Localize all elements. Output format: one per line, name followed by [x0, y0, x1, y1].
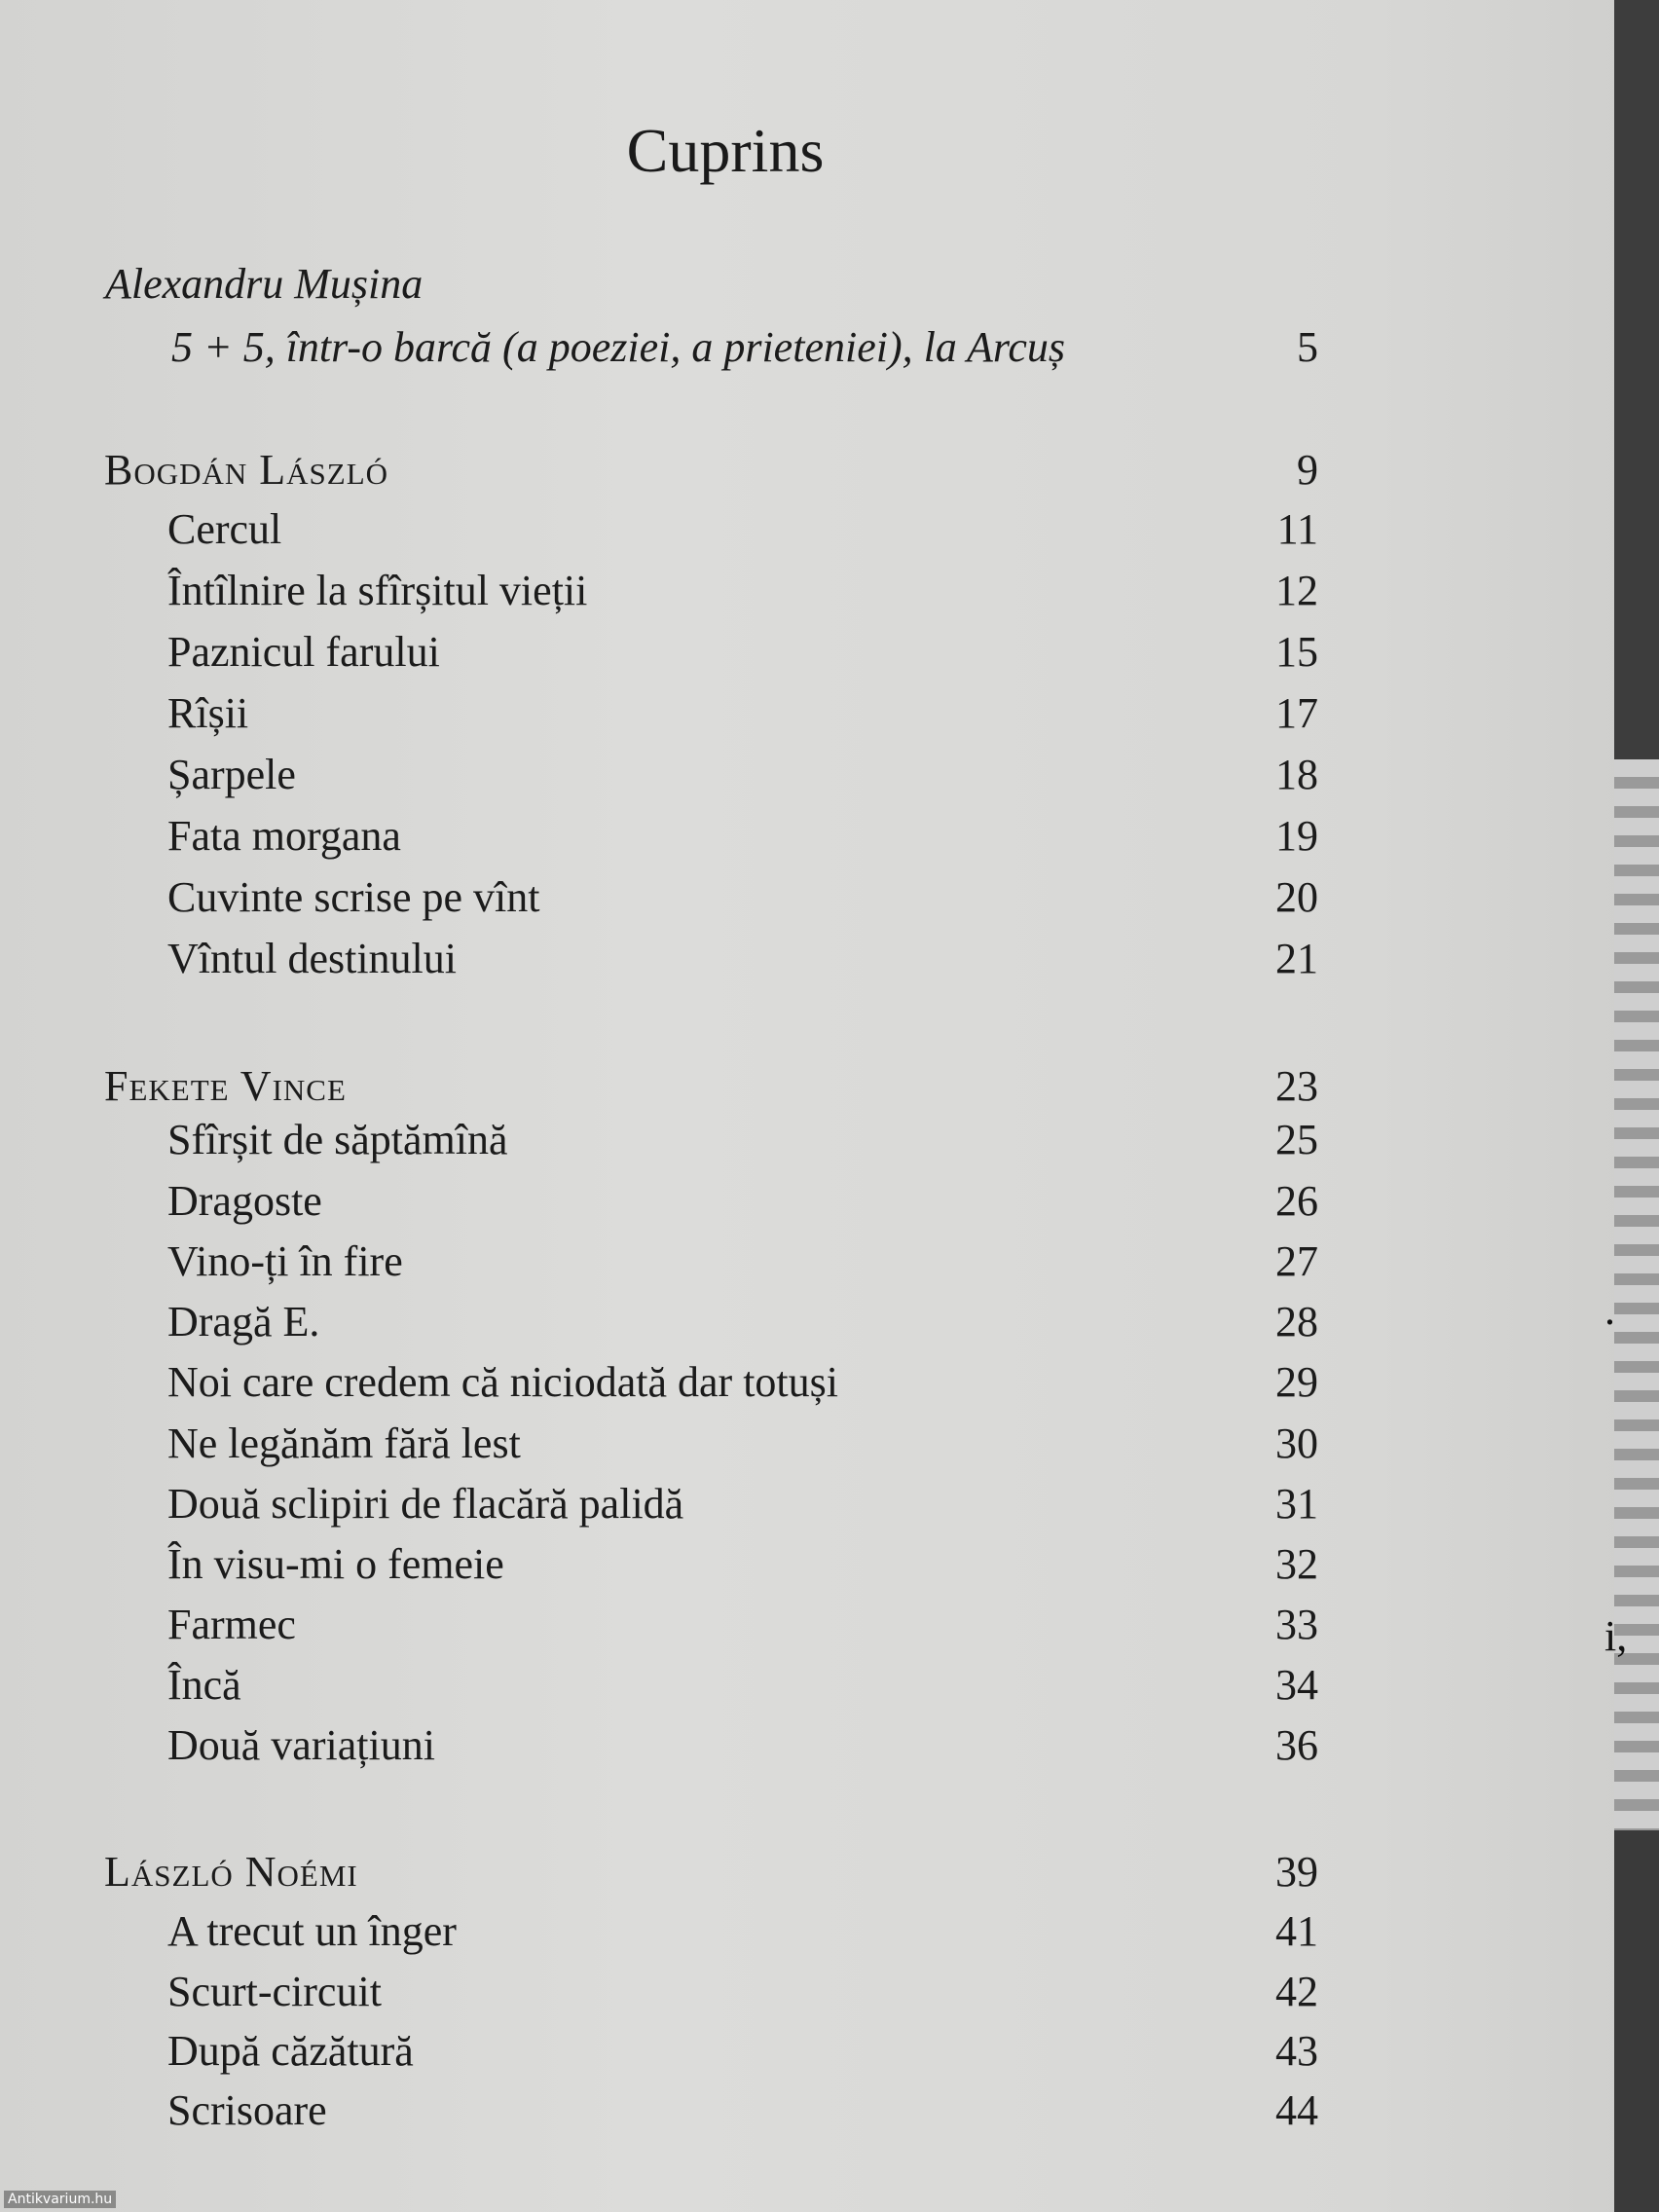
entry-page: 26 [1275, 1177, 1318, 1225]
entry-page: 36 [1275, 1721, 1318, 1769]
entry-page: 34 [1275, 1661, 1318, 1709]
entry-title: Scurt-circuit [167, 1968, 382, 2015]
entry-page: 15 [1275, 628, 1318, 676]
entry-page: 19 [1275, 812, 1318, 860]
entry-title: Ne legănăm fără lest [167, 1419, 521, 1467]
entry-title: Încă [167, 1661, 241, 1709]
entry-page: 31 [1275, 1480, 1318, 1528]
toc-entry [0, 1660, 1621, 1718]
entry-page: 43 [1275, 2027, 1318, 2075]
author-name: Fekete Vince [104, 1062, 347, 1110]
toc-entry [0, 688, 1621, 747]
entry-title: Întîlnire la sfîrșitul vieții [167, 567, 588, 614]
entry-title: Vino-ți în fire [167, 1237, 403, 1285]
toc-entry [0, 1176, 1621, 1235]
toc-entry [0, 750, 1621, 808]
entry-page: 41 [1275, 1907, 1318, 1955]
entry-title: Scrisoare [167, 2086, 327, 2134]
entry-title: Farmec [167, 1601, 296, 1648]
entry-title: 5 + 5, într-o barcă (a poeziei, a prieteniei), la Arcuș [171, 323, 1066, 371]
toc-entry [0, 1115, 1621, 1173]
author-name: Alexandru Mușina [105, 260, 424, 308]
entry-title: Sfîrșit de săptămînă [167, 1116, 508, 1163]
entry-title: Dragoste [167, 1177, 322, 1225]
toc-entry [0, 1906, 1621, 1965]
author-page: 23 [1275, 1062, 1318, 1110]
entry-title: Șarpele [167, 751, 296, 798]
entry-page: 28 [1275, 1298, 1318, 1346]
entry-page: 12 [1275, 567, 1318, 614]
entry-title: În visu-mi o femeie [167, 1540, 504, 1588]
entry-page: 27 [1275, 1237, 1318, 1285]
toc-author [0, 259, 1621, 317]
toc-entry [0, 322, 1621, 381]
entry-page: 17 [1275, 689, 1318, 737]
entry-page: 32 [1275, 1540, 1318, 1588]
watermark: Antikvarium.hu [4, 2191, 116, 2208]
entry-page: 21 [1275, 935, 1318, 982]
toc-entry [0, 872, 1621, 931]
entry-title: Vîntul destinului [167, 935, 457, 982]
toc-entry [0, 1357, 1621, 1416]
entry-page: 20 [1275, 873, 1318, 921]
entry-page: 25 [1275, 1116, 1318, 1163]
toc-entry [0, 2026, 1621, 2084]
entry-title: Două sclipiri de flacără palidă [167, 1480, 684, 1528]
entry-title: Noi care credem că niciodată dar totuși [167, 1358, 839, 1406]
author-name: László Noémi [104, 1848, 358, 1896]
toc-entry [0, 1967, 1621, 2025]
entry-page: 44 [1275, 2086, 1318, 2134]
toc-entry [0, 566, 1621, 624]
author-page: 9 [1297, 446, 1318, 494]
adjacent-page-fragment: . [1604, 1286, 1615, 1334]
background-shadow [1614, 0, 1659, 759]
toc-entry [0, 1720, 1621, 1779]
toc-entry [0, 2085, 1621, 2144]
toc-entry [0, 1539, 1621, 1598]
toc-entry [0, 934, 1621, 992]
toc-entry [0, 504, 1621, 563]
adjacent-page-fragment: i, [1604, 1612, 1628, 1660]
author-page: 39 [1275, 1848, 1318, 1896]
toc-author [0, 1847, 1621, 1905]
entry-title: După căzătură [167, 2027, 414, 2075]
entry-title: Rîșii [167, 689, 249, 737]
entry-title: Paznicul farului [167, 628, 440, 676]
toc-entry [0, 811, 1621, 869]
page-title: Cuprins [626, 116, 825, 185]
entry-title: A trecut un înger [167, 1907, 457, 1955]
toc-author [0, 445, 1621, 503]
entry-page: 42 [1275, 1968, 1318, 2015]
entry-page: 11 [1276, 505, 1318, 553]
entry-title: Cercul [167, 505, 282, 553]
entry-page: 5 [1297, 323, 1318, 371]
toc-entry [0, 1297, 1621, 1355]
entry-page: 18 [1275, 751, 1318, 798]
toc-entry [0, 1600, 1621, 1658]
author-name: Bogdán László [104, 446, 389, 494]
toc-author [0, 1061, 1621, 1120]
entry-title: Dragă E. [167, 1298, 320, 1346]
toc-entry [0, 1236, 1621, 1295]
toc-entry [0, 1479, 1621, 1537]
background-shadow [1614, 1830, 1659, 2212]
entry-title: Două variațiuni [167, 1721, 435, 1769]
entry-title: Cuvinte scrise pe vînt [167, 873, 540, 921]
entry-page: 29 [1275, 1358, 1318, 1406]
entry-page: 33 [1275, 1601, 1318, 1648]
entry-page: 30 [1275, 1419, 1318, 1467]
toc-entry [0, 627, 1621, 685]
entry-title: Fata morgana [167, 812, 401, 860]
toc-entry [0, 1419, 1621, 1477]
